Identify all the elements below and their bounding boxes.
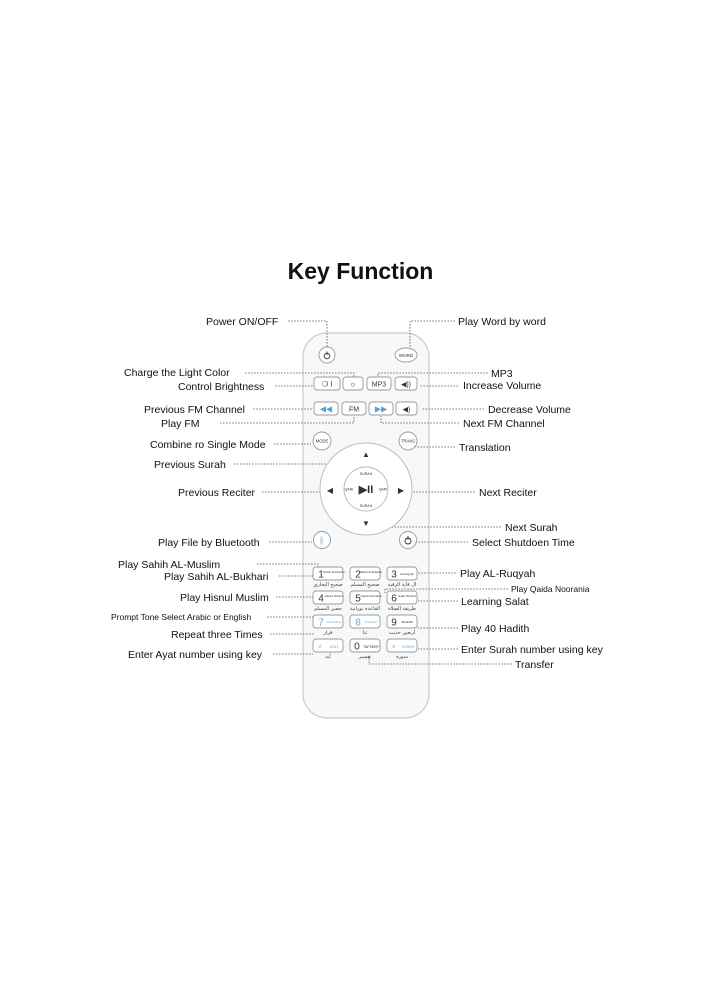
label-enter-surah: Enter Surah number using key bbox=[461, 644, 603, 656]
label-next-surah: Next Surah bbox=[505, 522, 558, 534]
svg-text:Sahih Al-Muslim: Sahih Al-Muslim bbox=[323, 570, 345, 574]
label-ruqyah: Play AL-Ruqyah bbox=[460, 568, 536, 580]
svg-text:8: 8 bbox=[355, 617, 361, 629]
volume-up-icon: ◀)) bbox=[400, 381, 412, 389]
previous-reciter-button[interactable]: ◀ bbox=[326, 486, 334, 495]
key-5[interactable] bbox=[350, 591, 382, 612]
svg-text:تفسير: تفسير bbox=[358, 654, 372, 660]
svg-text:7: 7 bbox=[318, 617, 324, 629]
svg-text:0: 0 bbox=[354, 641, 360, 653]
label-hisnul-muslim: Play Hisnul Muslim bbox=[180, 592, 269, 604]
label-next-reciter: Next Reciter bbox=[479, 487, 537, 499]
mode-button[interactable] bbox=[313, 432, 331, 450]
svg-text:Salat Method: Salat Method bbox=[398, 594, 416, 598]
svg-text:سورة: سورة bbox=[396, 654, 408, 660]
previous-surah-button[interactable]: ▲ bbox=[362, 450, 370, 459]
fm-button[interactable] bbox=[342, 402, 366, 415]
svg-text:Sahih Al-Bukhari: Sahih Al-Bukhari bbox=[359, 570, 383, 574]
brightness-button[interactable] bbox=[343, 377, 363, 390]
svg-text:صحيح البخاري: صحيح البخاري bbox=[313, 582, 343, 588]
power-button[interactable] bbox=[319, 347, 335, 363]
label-charge-light-color: Charge the Light Color bbox=[124, 367, 230, 379]
volume-down-button[interactable] bbox=[396, 402, 417, 415]
label-play-bluetooth: Play File by Bluetooth bbox=[158, 537, 260, 549]
svg-text:ثنا: ثنا bbox=[362, 630, 368, 636]
word-button-label: WORD bbox=[398, 353, 414, 358]
svg-text:5: 5 bbox=[355, 593, 361, 605]
next-fm-button[interactable] bbox=[369, 402, 393, 415]
svg-text:أربعين حديث: أربعين حديث bbox=[388, 630, 416, 636]
svg-text:آية: آية bbox=[325, 654, 331, 660]
svg-text:Hisnul Muslim: Hisnul Muslim bbox=[324, 594, 344, 598]
key-1[interactable] bbox=[313, 567, 345, 588]
svg-text:3 Repeat: 3 Repeat bbox=[364, 620, 378, 624]
svg-text:Al-Ruqyah: Al-Ruqyah bbox=[399, 572, 415, 576]
svg-text:SURAH: SURAH bbox=[401, 645, 415, 649]
label-previous-surah: Previous Surah bbox=[154, 459, 226, 471]
light-color-button[interactable] bbox=[314, 377, 340, 390]
svg-text:1: 1 bbox=[318, 569, 324, 581]
bluetooth-icon: ᛒ bbox=[319, 536, 325, 547]
rewind-icon: ◀◀ bbox=[319, 404, 333, 414]
mp3-button-label: MP3 bbox=[371, 381, 387, 389]
label-previous-reciter: Previous Reciter bbox=[178, 487, 256, 499]
svg-text:Arabic/Eng: Arabic/Eng bbox=[326, 620, 342, 624]
bulb-icon: ❍ ǀ bbox=[321, 379, 333, 389]
label-play-fm: Play FM bbox=[161, 418, 200, 430]
key-2[interactable] bbox=[350, 567, 382, 588]
play-pause-icon: ▶II bbox=[358, 484, 374, 496]
label-play-40-hadith: Play 40 Hadith bbox=[461, 623, 530, 635]
label-enter-ayat: Enter Ayat number using key bbox=[128, 649, 263, 661]
navigation-pad bbox=[320, 443, 412, 535]
fast-forward-icon: ▶▶ bbox=[374, 404, 388, 414]
label-word-by-word: Play Word by word bbox=[458, 316, 546, 328]
svg-text:القاعدة نورانية: القاعدة نورانية bbox=[349, 606, 381, 612]
previous-fm-button[interactable] bbox=[314, 402, 338, 415]
svg-text:3: 3 bbox=[391, 569, 397, 581]
label-next-fm-channel: Next FM Channel bbox=[463, 418, 545, 430]
label-sahih-bukhari: Play Sahih AL-Bukhari bbox=[164, 571, 269, 583]
surah-search-icon: ⌕ bbox=[392, 642, 396, 651]
shutdown-timer-button[interactable] bbox=[400, 532, 417, 549]
surah-down-label: SURAH bbox=[359, 504, 373, 508]
svg-text:40Hadith: 40Hadith bbox=[400, 620, 414, 624]
label-increase-volume: Increase Volume bbox=[463, 380, 542, 392]
svg-text:Qaida Noorania: Qaida Noorania bbox=[360, 594, 382, 598]
label-transfer: Transfer bbox=[515, 659, 554, 671]
label-learning-salat: Learning Salat bbox=[461, 596, 529, 608]
svg-text:4: 4 bbox=[318, 593, 324, 605]
center-play-button[interactable] bbox=[344, 467, 388, 511]
key-6[interactable] bbox=[387, 591, 417, 612]
label-prompt-tone: Prompt Tone Select Arabic or English bbox=[111, 612, 252, 622]
svg-text:قرار: قرار bbox=[323, 630, 333, 636]
label-qaida-noorania: Play Qaida Noorania bbox=[511, 584, 590, 594]
svg-text:TAFSEER: TAFSEER bbox=[363, 645, 379, 649]
svg-text:2: 2 bbox=[355, 569, 361, 581]
label-translation: Translation bbox=[459, 442, 511, 454]
fm-button-label: FM bbox=[348, 406, 360, 414]
mp3-button[interactable] bbox=[367, 377, 391, 390]
volume-down-icon: ◀) bbox=[402, 406, 411, 414]
svg-text:ال قاية الرقية: ال قاية الرقية bbox=[387, 582, 417, 588]
label-previous-fm-channel: Previous FM Channel bbox=[144, 404, 245, 416]
svg-text:طريقة الصلاة: طريقة الصلاة bbox=[388, 606, 416, 612]
bluetooth-button[interactable] bbox=[314, 532, 331, 549]
volume-up-button[interactable] bbox=[395, 377, 417, 390]
svg-text:9: 9 bbox=[391, 617, 397, 629]
brightness-icon: ☼ bbox=[349, 379, 357, 389]
label-combine-single-mode: Combine ro Single Mode bbox=[150, 439, 266, 451]
svg-text:حصن المسلم: حصن المسلم bbox=[313, 606, 343, 612]
next-surah-button[interactable]: ▼ bbox=[362, 519, 370, 528]
label-sahih-muslim: Play Sahih AL-Muslim bbox=[118, 559, 221, 571]
label-power: Power ON/OFF bbox=[206, 316, 279, 328]
word-button[interactable] bbox=[395, 348, 417, 362]
mode-button-label: MODE bbox=[315, 438, 329, 444]
next-reciter-button[interactable]: ▶ bbox=[397, 486, 405, 495]
trans-button[interactable] bbox=[399, 432, 417, 450]
ayat-search-icon: ⌕ bbox=[318, 642, 322, 651]
label-repeat-three: Repeat three Times bbox=[171, 629, 263, 641]
label-mp3: MP3 bbox=[491, 368, 513, 380]
label-select-shutdown: Select Shutdoen Time bbox=[472, 537, 575, 549]
qari-right-label: QARI bbox=[378, 487, 388, 492]
key-9[interactable] bbox=[387, 615, 417, 636]
key-3[interactable] bbox=[387, 567, 417, 588]
page-title: Key Function bbox=[287, 258, 434, 284]
trans-button-label: TRANS bbox=[400, 438, 416, 444]
label-decrease-volume: Decrease Volume bbox=[488, 404, 571, 416]
qari-left-label: QARI bbox=[344, 487, 354, 492]
svg-text:6: 6 bbox=[391, 593, 397, 605]
label-control-brightness: Control Brightness bbox=[178, 381, 265, 393]
svg-text:AYAT: AYAT bbox=[329, 645, 339, 649]
key-4[interactable] bbox=[313, 591, 344, 612]
svg-text:صحيح المسلم: صحيح المسلم bbox=[350, 582, 380, 588]
surah-up-label: SURAH bbox=[359, 472, 373, 476]
